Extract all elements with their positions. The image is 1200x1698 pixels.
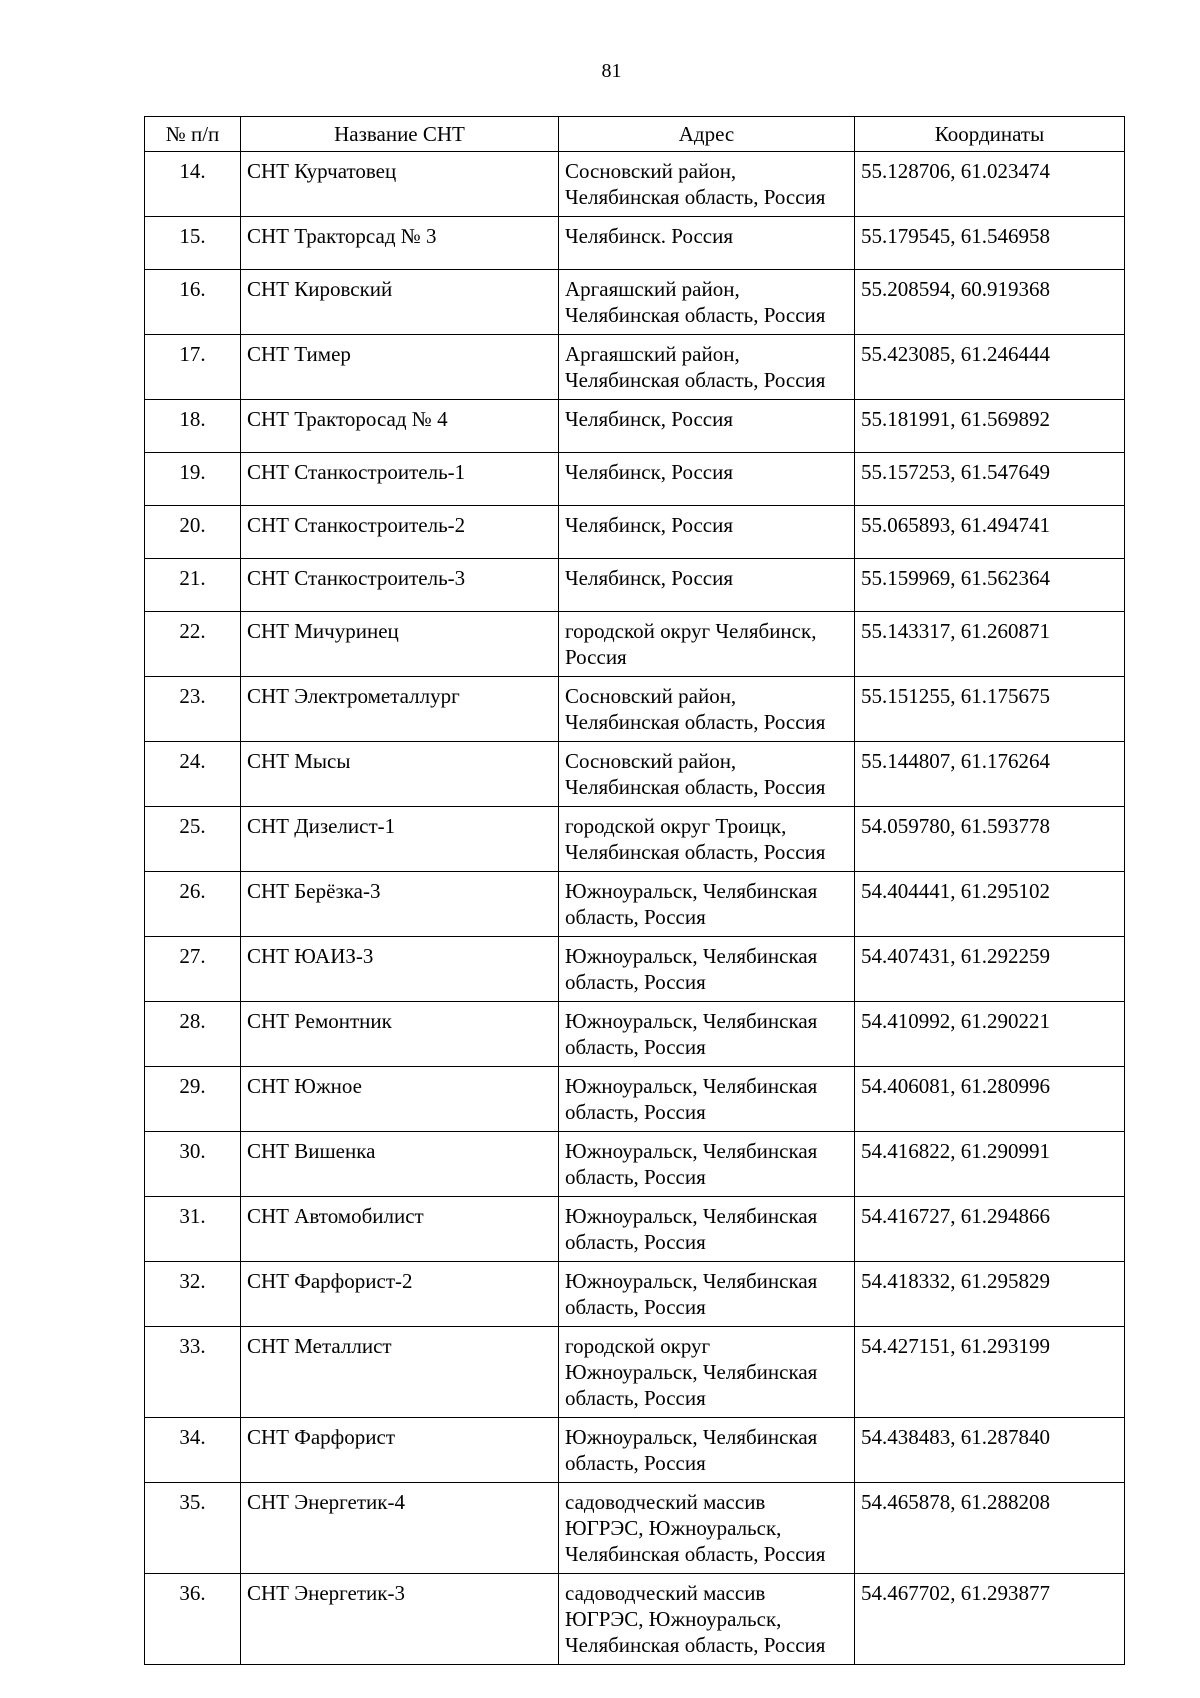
row-number: 29.: [145, 1067, 241, 1132]
row-coordinates: 54.467702, 61.293877: [855, 1574, 1125, 1665]
row-name: СНТ Электрометаллург: [241, 677, 559, 742]
row-name: СНТ Мичуринец: [241, 612, 559, 677]
row-coordinates: 55.144807, 61.176264: [855, 742, 1125, 807]
header-address: Адрес: [559, 117, 855, 152]
row-number: 20.: [145, 506, 241, 559]
row-name: СНТ Энергетик-3: [241, 1574, 559, 1665]
table-row: [145, 217, 1125, 270]
table-row: [145, 1132, 1125, 1197]
header-name: Название СНТ: [241, 117, 559, 152]
row-name: СНТ Автомобилист: [241, 1197, 559, 1262]
row-coordinates: 54.407431, 61.292259: [855, 937, 1125, 1002]
row-name: СНТ Дизелист-1: [241, 807, 559, 872]
table-row: [145, 937, 1125, 1002]
row-number: 27.: [145, 937, 241, 1002]
row-number: 21.: [145, 559, 241, 612]
table-row: [145, 742, 1125, 807]
row-name: СНТ ЮАИЗ-3: [241, 937, 559, 1002]
table-header-row: [145, 117, 1125, 152]
row-address: Челябинск, Россия: [559, 506, 855, 559]
row-number: 30.: [145, 1132, 241, 1197]
row-coordinates: 54.404441, 61.295102: [855, 872, 1125, 937]
row-number: 34.: [145, 1418, 241, 1483]
row-address: Южноуральск, Челябинская область, Россия: [559, 1197, 855, 1262]
row-coordinates: 54.416822, 61.290991: [855, 1132, 1125, 1197]
row-address: Южноуральск, Челябинская область, Россия: [559, 1262, 855, 1327]
row-name: СНТ Ремонтник: [241, 1002, 559, 1067]
table-row: [145, 1327, 1125, 1418]
table-row: [145, 1067, 1125, 1132]
row-coordinates: 55.065893, 61.494741: [855, 506, 1125, 559]
row-coordinates: 55.181991, 61.569892: [855, 400, 1125, 453]
row-name: СНТ Металлист: [241, 1327, 559, 1418]
row-number: 18.: [145, 400, 241, 453]
header-number: № п/п: [145, 117, 241, 152]
row-coordinates: 54.427151, 61.293199: [855, 1327, 1125, 1418]
row-coordinates: 55.159969, 61.562364: [855, 559, 1125, 612]
row-address: Аргаяшский район, Челябинская область, Россия: [559, 270, 855, 335]
row-address: Челябинск. Россия: [559, 217, 855, 270]
row-coordinates: 54.418332, 61.295829: [855, 1262, 1125, 1327]
row-address: Южноуральск, Челябинская область, Россия: [559, 1132, 855, 1197]
row-name: СНТ Станкостроитель-2: [241, 506, 559, 559]
row-coordinates: 54.406081, 61.280996: [855, 1067, 1125, 1132]
row-address: городской округ Челябинск, Россия: [559, 612, 855, 677]
row-address: садоводческий массив ЮГРЭС, Южноуральск, Челябинская область, Россия: [559, 1483, 855, 1574]
header-coordinates: Координаты: [855, 117, 1125, 152]
row-coordinates: 54.465878, 61.288208: [855, 1483, 1125, 1574]
row-name: СНТ Тракторсад № 3: [241, 217, 559, 270]
snt-table: [144, 116, 1125, 1665]
row-number: 15.: [145, 217, 241, 270]
row-address: Южноуральск, Челябинская область, Россия: [559, 1067, 855, 1132]
row-coordinates: 55.143317, 61.260871: [855, 612, 1125, 677]
row-number: 36.: [145, 1574, 241, 1665]
table-row: [145, 1262, 1125, 1327]
row-name: СНТ Кировский: [241, 270, 559, 335]
row-address: Сосновский район, Челябинская область, Россия: [559, 742, 855, 807]
table-row: [145, 335, 1125, 400]
row-address: Южноуральск, Челябинская область, Россия: [559, 1418, 855, 1483]
row-address: Южноуральск, Челябинская область, Россия: [559, 1002, 855, 1067]
row-name: СНТ Станкостроитель-3: [241, 559, 559, 612]
row-coordinates: 54.416727, 61.294866: [855, 1197, 1125, 1262]
row-coordinates: 55.128706, 61.023474: [855, 152, 1125, 217]
table-row: [145, 1574, 1125, 1665]
row-name: СНТ Тимер: [241, 335, 559, 400]
row-number: 25.: [145, 807, 241, 872]
table-row: [145, 152, 1125, 217]
row-coordinates: 55.423085, 61.246444: [855, 335, 1125, 400]
row-number: 19.: [145, 453, 241, 506]
row-number: 14.: [145, 152, 241, 217]
row-address: Челябинск, Россия: [559, 400, 855, 453]
row-number: 23.: [145, 677, 241, 742]
row-number: 16.: [145, 270, 241, 335]
row-name: СНТ Курчатовец: [241, 152, 559, 217]
row-address: садоводческий массив ЮГРЭС, Южноуральск, Челябинская область, Россия: [559, 1574, 855, 1665]
row-name: СНТ Фарфорист: [241, 1418, 559, 1483]
row-coordinates: 54.438483, 61.287840: [855, 1418, 1125, 1483]
table-row: [145, 270, 1125, 335]
row-coordinates: 55.208594, 60.919368: [855, 270, 1125, 335]
row-coordinates: 55.157253, 61.547649: [855, 453, 1125, 506]
row-number: 22.: [145, 612, 241, 677]
table-row: [145, 559, 1125, 612]
row-name: СНТ Станкостроитель-1: [241, 453, 559, 506]
row-number: 33.: [145, 1327, 241, 1418]
row-address: Челябинск, Россия: [559, 559, 855, 612]
row-number: 35.: [145, 1483, 241, 1574]
row-address: Южноуральск, Челябинская область, Россия: [559, 872, 855, 937]
row-name: СНТ Тракторосад № 4: [241, 400, 559, 453]
table-row: [145, 872, 1125, 937]
table-row: [145, 677, 1125, 742]
row-number: 32.: [145, 1262, 241, 1327]
row-name: СНТ Южное: [241, 1067, 559, 1132]
table-row: [145, 1418, 1125, 1483]
row-number: 24.: [145, 742, 241, 807]
table-row: [145, 400, 1125, 453]
row-coordinates: 55.179545, 61.546958: [855, 217, 1125, 270]
row-name: СНТ Вишенка: [241, 1132, 559, 1197]
table-row: [145, 1002, 1125, 1067]
row-number: 17.: [145, 335, 241, 400]
row-number: 26.: [145, 872, 241, 937]
row-number: 31.: [145, 1197, 241, 1262]
row-name: СНТ Мысы: [241, 742, 559, 807]
table-row: [145, 506, 1125, 559]
row-coordinates: 55.151255, 61.175675: [855, 677, 1125, 742]
row-coordinates: 54.059780, 61.593778: [855, 807, 1125, 872]
table-row: [145, 807, 1125, 872]
row-name: СНТ Фарфорист-2: [241, 1262, 559, 1327]
table-row: [145, 453, 1125, 506]
row-name: СНТ Берёзка-3: [241, 872, 559, 937]
table-row: [145, 1483, 1125, 1574]
row-address: Сосновский район, Челябинская область, Россия: [559, 677, 855, 742]
table-row: [145, 1197, 1125, 1262]
row-address: Аргаяшский район, Челябинская область, Россия: [559, 335, 855, 400]
row-address: Челябинск, Россия: [559, 453, 855, 506]
page-number: 81: [601, 60, 622, 82]
row-address: Сосновский район, Челябинская область, Россия: [559, 152, 855, 217]
table-row: [145, 612, 1125, 677]
row-address: городской округ Троицк, Челябинская область, Россия: [559, 807, 855, 872]
row-coordinates: 54.410992, 61.290221: [855, 1002, 1125, 1067]
row-address: городской округ Южноуральск, Челябинская область, Россия: [559, 1327, 855, 1418]
row-number: 28.: [145, 1002, 241, 1067]
row-address: Южноуральск, Челябинская область, Россия: [559, 937, 855, 1002]
row-name: СНТ Энергетик-4: [241, 1483, 559, 1574]
